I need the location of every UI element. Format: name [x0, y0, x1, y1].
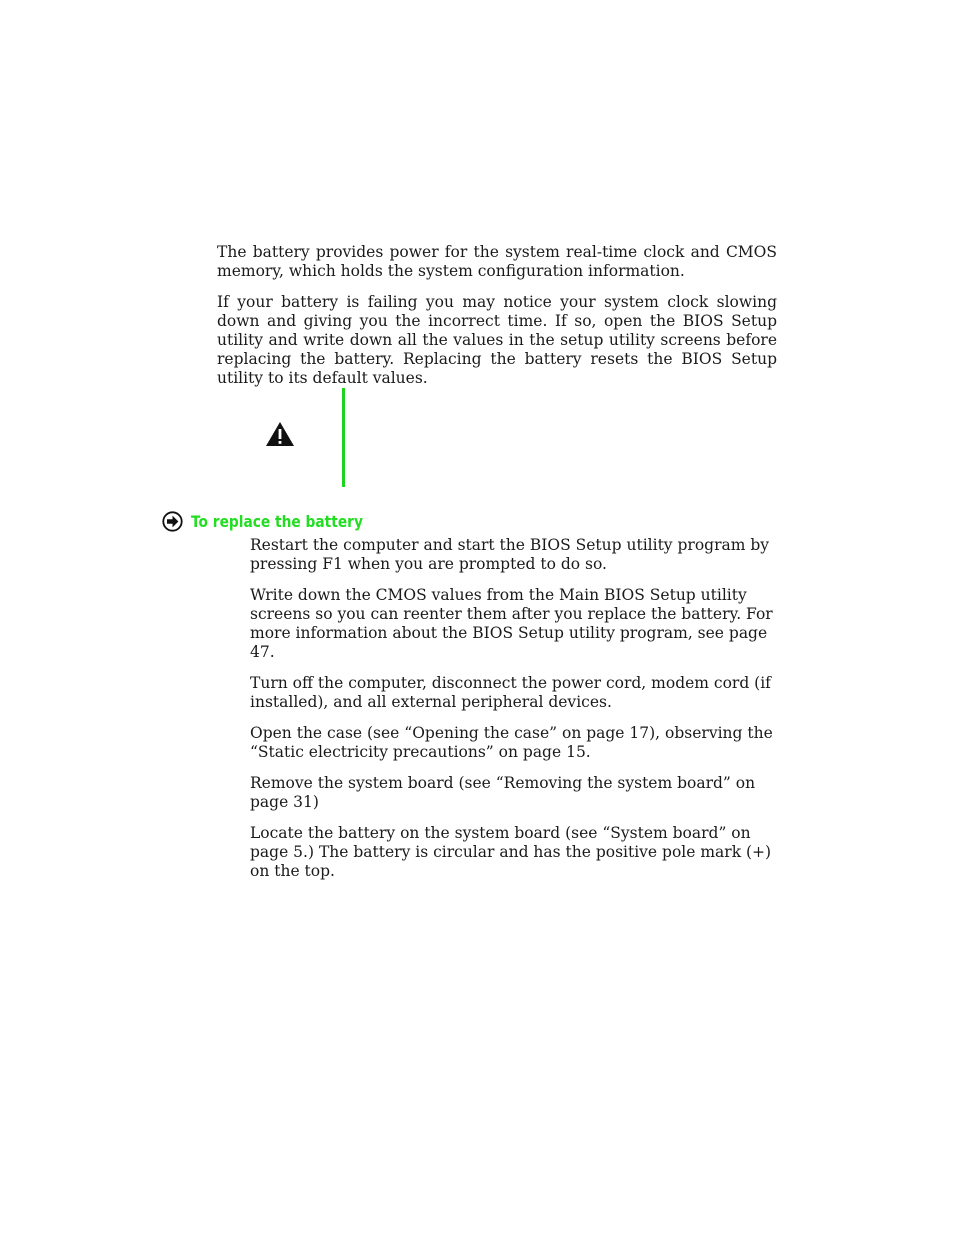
procedure-step: Restart the computer and start the BIOS Setup utility program by pressing F1 when you are prompted to do so.: [250, 536, 770, 573]
procedure-step: Write down the CMOS values from the Main BIOS Setup utility screens so you can reenter them after you replace the battery. For more information about the BIOS Setup utility program, see page 47.: [250, 586, 773, 661]
procedure-step: Open the case (see “Opening the case” on page 17), observing the “Static electricity precautions” on page 15.: [250, 724, 773, 761]
intro-paragraph: If your battery is failing you may notice your system clock slowing down and giving you the incorrect time. If so, open the BIOS Setup utility and write down all the values in the setup utility screens before replacing the battery. Replacing the battery resets the BIOS Setup utility to its default values.: [217, 293, 777, 387]
caution-bar: [342, 388, 345, 487]
procedure-steps: [250, 536, 780, 893]
warning-triangle-icon: [265, 421, 295, 447]
procedure-heading: [162, 509, 391, 533]
arrow-circle-icon: [162, 511, 183, 532]
procedure-step: Turn off the computer, disconnect the power cord, modem cord (if installed), and all external peripheral devices.: [250, 674, 771, 711]
intro-section: [217, 243, 777, 400]
intro-paragraph: The battery provides power for the system real-time clock and CMOS memory, which holds the system configuration information.: [217, 243, 777, 280]
caution-box: [217, 388, 777, 488]
procedure-step: Locate the battery on the system board (see “System board” on page 5.) The battery is circular and has the positive pole mark (+) on the top.: [250, 824, 772, 880]
procedure-step: Remove the system board (see “Removing the system board” on page 31): [250, 774, 756, 811]
procedure-title: To replace the battery: [191, 511, 363, 531]
